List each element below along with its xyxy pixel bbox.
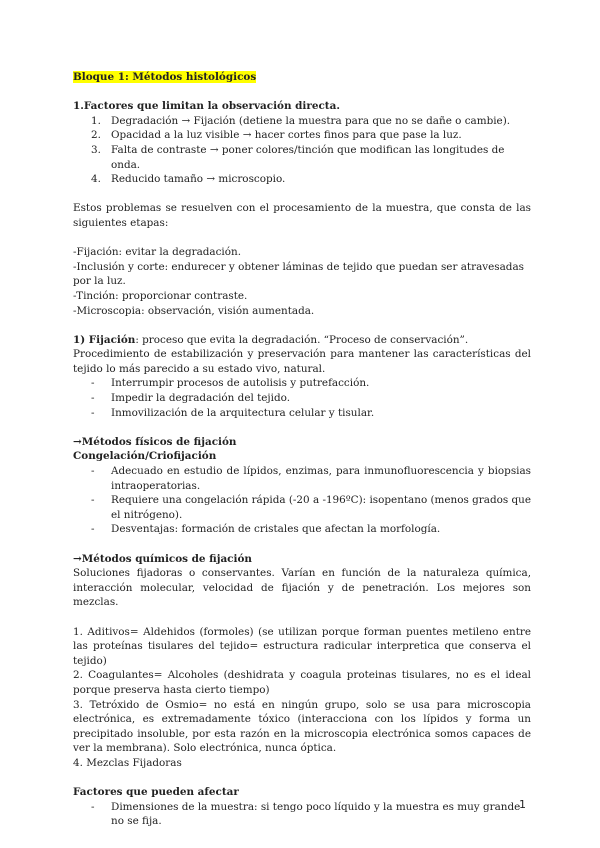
list-item [73,114,531,129]
chemical-methods-heading: →Métodos químicos de fijación [73,552,252,565]
dash-bullet: - [91,523,95,536]
list-text: Requiere una congelación rápida (-20 a -196ºC): isopentano (menos grados que el nitrógeno). [111,494,531,521]
list-item [73,406,531,421]
physical-methods-heading: →Métodos físicos de fijación [73,435,237,448]
stage-line: -Tinción: proporcionar contraste. [73,289,248,302]
list-text: Inmovilización de la arquitectura celular y tisular. [111,406,375,419]
freezing-subheading: Congelación/Criofijación [73,450,217,463]
page-number: 1 [519,798,526,811]
list-number: 4. [91,173,101,186]
document-page [73,70,531,829]
list-item [73,128,531,143]
dash-bullet: - [91,406,95,419]
dash-bullet: - [91,377,95,390]
dash-bullet: - [91,494,95,507]
list-text: Adecuado en estudio de lípidos, enzimas, para inmunofluorescencia y biopsias intraoperatorias. [111,465,531,492]
factors-list [73,114,531,187]
fixation-description: Procedimiento de estabilización y preservación para mantener las características del tejido lo más parecido a su estado vivo, natural. [73,348,531,375]
list-text: Reducido tamaño → microscopio. [111,173,286,186]
list-item [73,522,531,537]
stage-line: -Microscopia: observación, visión aumentada. [73,304,315,317]
document-title [73,70,531,85]
list-item [73,800,531,829]
fixative-item: 2. Coagulantes= Alcoholes (deshidrata y coagula proteinas tisulares, no es el ideal porque preserva hasta cierto tiempo) [73,669,531,696]
intro-paragraph: Estos problemas se resuelven con el procesamiento de la muestra, que consta de las siguientes etapas: [73,202,531,229]
fixation-goals-list [73,376,531,420]
list-text: Impedir la degradación del tejido. [111,392,290,405]
list-text: Dimensiones de la muestra: si tengo poco líquido y la muestra es muy grande no se fija. [111,800,521,828]
list-text: Interrumpir procesos de autolisis y putrefacción. [111,377,370,390]
list-text: Opacidad a la luz visible → hacer cortes finos para que pase la luz. [111,129,462,142]
dash-bullet: - [91,465,95,478]
fixative-item: 4. Mezclas Fijadoras [73,756,182,769]
list-item [73,391,531,406]
title-highlight: Bloque 1: Métodos histológicos [73,71,257,83]
section-1-heading: 1.Factores que limitan la observación directa. [73,100,340,113]
list-number: 2. [91,129,101,142]
list-item [73,464,531,493]
list-number: 1. [91,114,101,127]
list-number: 3. [91,143,101,156]
dash-bullet: - [91,392,95,405]
fixative-item: 3. Tetróxido de Osmio= no está en ningún grupo, solo se usa para microscopia electrónica, es extremadamente tóxico (interacciona con los lípidos y forma un precipitado insoluble, por esta razón en la microscopia electrónica somos capaces de ver la membrana). Solo electrónica, nunca óptica. [73,698,531,755]
list-text: Falta de contraste → poner colores/tinción que modifican las longitudes de onda. [111,143,505,171]
stage-line: -Inclusión y corte: endurecer y obtener láminas de tejido que puedan ser atravesadas por la luz. [73,260,524,288]
chemical-methods-description: Soluciones fijadoras o conservantes. Varían en función de la naturaleza química, interacción molecular, velocidad de fijación y de penetración. Los mejores son mezclas. [73,567,531,609]
list-item [73,143,531,172]
list-item [73,172,531,187]
list-text: Degradación → Fijación (detiene la muestra para que no se dañe o cambie). [111,114,511,127]
factors-affect-list [73,800,531,829]
freezing-list [73,464,531,537]
list-item [73,493,531,522]
factors-heading: Factores que pueden afectar [73,786,239,799]
list-item [73,376,531,391]
fixative-item: 1. Aditivos= Aldehidos (formoles) (se utilizan porque forman puentes metileno entre las proteínas tisulares del tejido= estructura radicular interpretica que conserva el tejido) [73,625,531,667]
fixation-label: 1) Fijación [73,333,136,346]
fixation-definition-text: : proceso que evita la degradación. “Proceso de conservación”. [135,333,469,346]
dash-bullet: - [91,800,95,813]
fixation-definition [73,333,531,348]
list-text: Desventajas: formación de cristales que afectan la morfología. [111,523,441,536]
stage-line: -Fijación: evitar la degradación. [73,246,242,259]
